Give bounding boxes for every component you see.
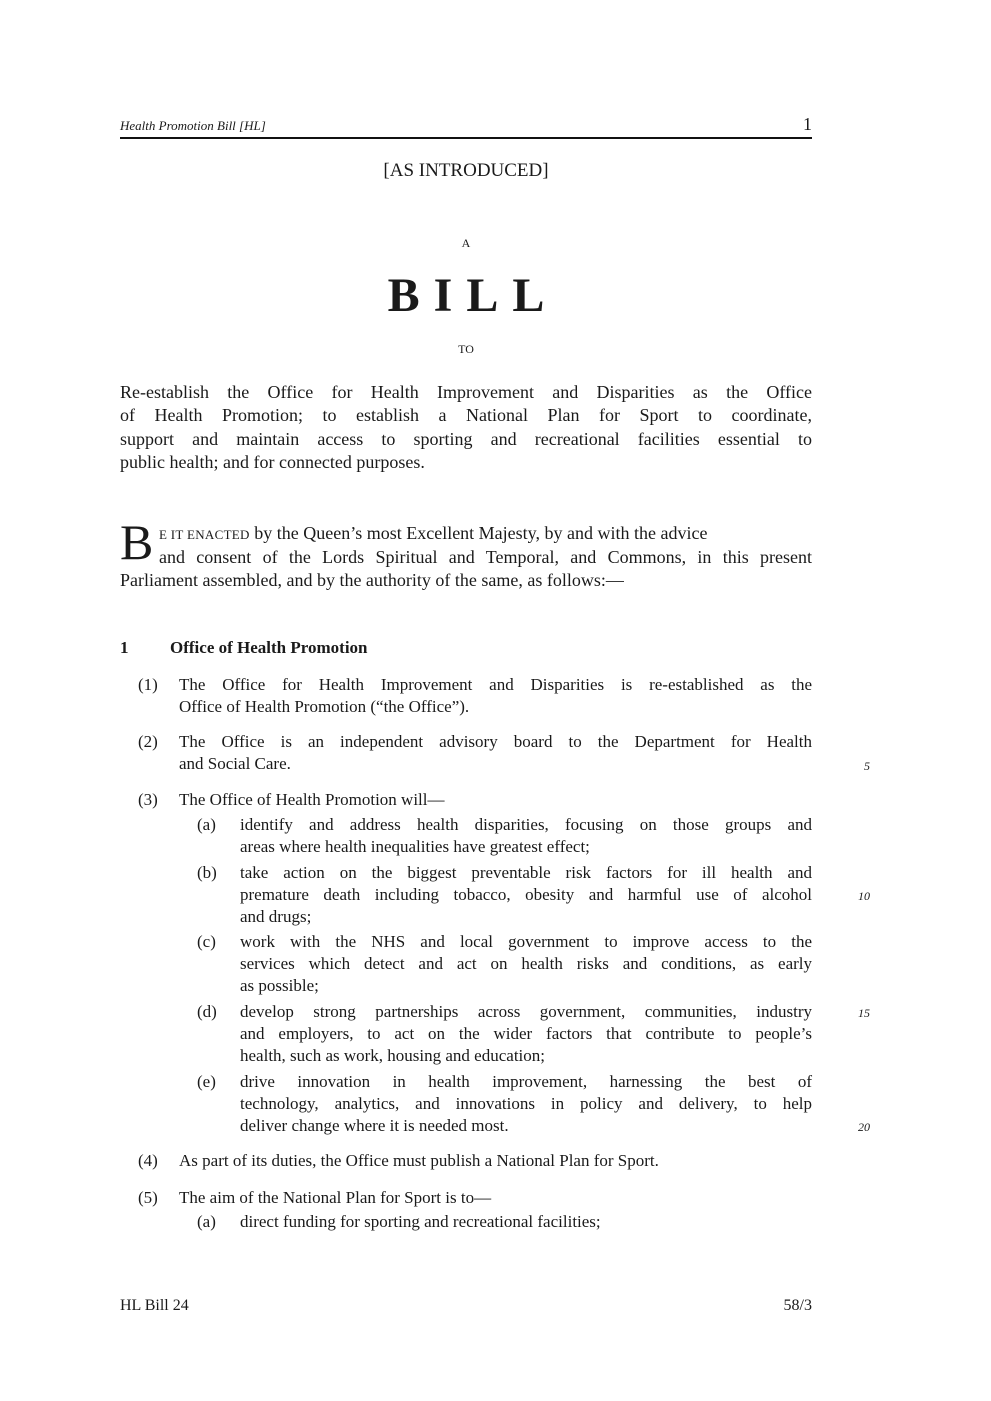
paragraph-text: and drugs; xyxy=(240,907,312,926)
line-number: 20 xyxy=(858,1120,870,1134)
paragraph-text: identify and address health disparities, focusing on those groups and xyxy=(240,815,812,834)
paragraph-number: (e) xyxy=(197,1072,216,1091)
running-title: Health Promotion Bill [HL] xyxy=(120,118,266,133)
enacting-line-1 xyxy=(159,522,812,546)
drop-cap: B xyxy=(120,514,154,570)
title-article: A xyxy=(461,236,471,250)
paragraph-number: (b) xyxy=(197,863,217,882)
title-to: TO xyxy=(458,342,474,356)
long-title-line: public health; and for connected purposes. xyxy=(120,452,425,472)
paragraph-text: as possible; xyxy=(240,976,319,995)
paragraph-text: technology, analytics, and innovations in policy and delivery, to help xyxy=(240,1094,812,1113)
paragraph-text: take action on the biggest preventable risk factors for ill health and xyxy=(240,863,812,882)
bill-status: [AS INTRODUCED] xyxy=(383,160,549,181)
bill-heading: BILL xyxy=(387,269,559,322)
long-title-line: of Health Promotion; to establish a National Plan for Sport to coordinate, xyxy=(120,405,812,425)
line-number: 5 xyxy=(864,759,870,773)
line-number: 15 xyxy=(858,1006,870,1020)
paragraph-text: deliver change where it is needed most. xyxy=(240,1116,509,1135)
subsection-text: The Office of Health Promotion will— xyxy=(179,790,445,809)
bill-reference: HL Bill 24 xyxy=(120,1297,189,1314)
header-rule xyxy=(120,137,812,139)
paragraph-text: health, such as work, housing and education; xyxy=(240,1046,545,1065)
subsection-text: The Office for Health Improvement and Disparities is re-established as the xyxy=(179,675,812,694)
subsection-number: (3) xyxy=(138,790,158,809)
paragraph-number: (a) xyxy=(197,815,216,834)
long-title-line: support and maintain access to sporting and recreational facilities essential to xyxy=(120,429,812,449)
enacting-line-1-text: by the Queen’s most Excellent Majesty, by and with the advice xyxy=(249,523,708,543)
page-number: 1 xyxy=(803,114,812,134)
paragraph-text: work with the NHS and local government to improve access to the xyxy=(240,932,812,951)
subsection-text: As part of its duties, the Office must publish a National Plan for Sport. xyxy=(179,1151,659,1170)
paragraph-text: develop strong partnerships across government, communities, industry xyxy=(240,1002,812,1021)
print-reference: 58/3 xyxy=(783,1297,812,1314)
subsection-number: (2) xyxy=(138,732,158,751)
subsection-text: The aim of the National Plan for Sport is to— xyxy=(179,1188,492,1207)
subsection-number: (1) xyxy=(138,675,158,694)
subsection-text: The Office is an independent advisory board to the Department for Health xyxy=(179,732,812,751)
paragraph-text: services which detect and act on health risks and conditions, as early xyxy=(240,954,812,973)
paragraph-text: premature death including tobacco, obesity and harmful use of alcohol xyxy=(240,885,812,904)
section-heading: Office of Health Promotion xyxy=(170,638,368,657)
paragraph-text: areas where health inequalities have greatest effect; xyxy=(240,837,590,856)
enacting-line-2: and consent of the Lords Spiritual and Temporal, and Commons, in this present xyxy=(159,547,812,567)
paragraph-text: direct funding for sporting and recreational facilities; xyxy=(240,1212,601,1231)
paragraph-text: drive innovation in health improvement, harnessing the best of xyxy=(240,1072,812,1091)
section-number: 1 xyxy=(120,638,129,657)
paragraph-number: (a) xyxy=(197,1212,216,1231)
enacting-smallcaps: E IT ENACTED xyxy=(159,527,250,542)
subsection-number: (4) xyxy=(138,1151,158,1170)
enacting-line-3: Parliament assembled, and by the authority of the same, as follows:— xyxy=(120,570,624,590)
line-number: 10 xyxy=(858,889,870,903)
paragraph-number: (d) xyxy=(197,1002,217,1021)
paragraph-text: and employers, to act on the wider factors that contribute to people’s xyxy=(240,1024,812,1043)
subsection-text: Office of Health Promotion (“the Office”). xyxy=(179,697,470,716)
subsection-text: and Social Care. xyxy=(179,754,291,773)
long-title-line: Re-establish the Office for Health Improvement and Disparities as the Office xyxy=(120,382,812,402)
paragraph-number: (c) xyxy=(197,932,216,951)
subsection-number: (5) xyxy=(138,1188,158,1207)
